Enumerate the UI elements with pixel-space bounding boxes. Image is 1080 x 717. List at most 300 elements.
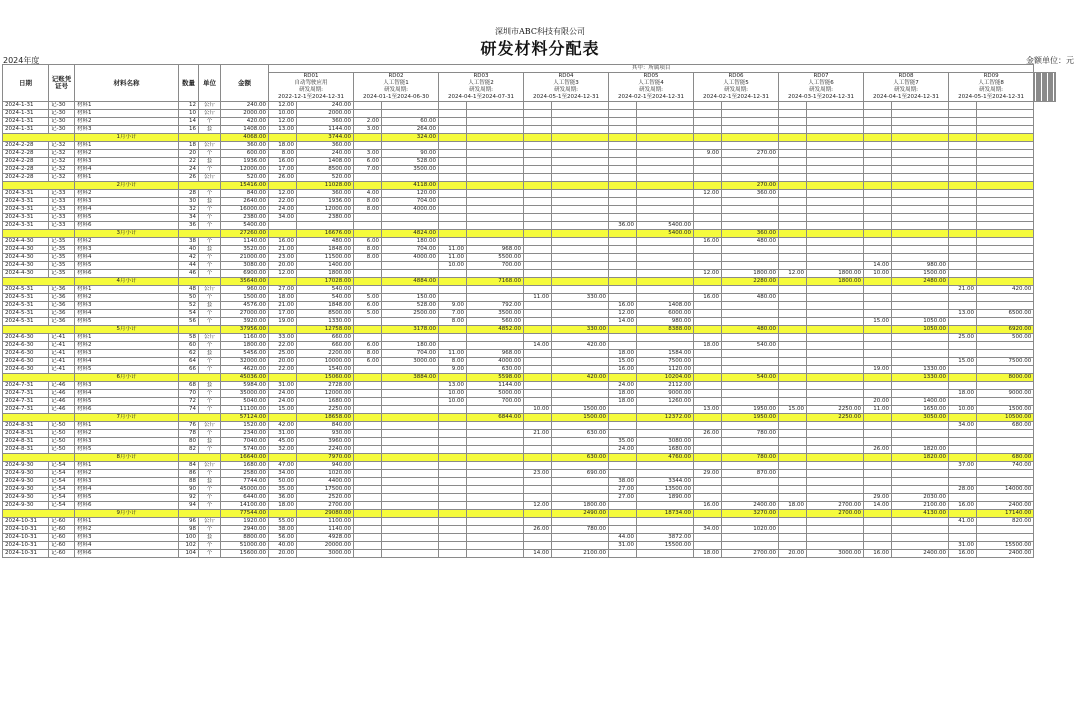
- cell-project-amount: [467, 494, 524, 502]
- cell-project-qty: [609, 246, 637, 254]
- cell-qty: 102: [179, 542, 199, 550]
- cell-amount: 5456.00: [221, 350, 269, 358]
- cell-project-amount: 18658.00: [297, 414, 354, 422]
- project-header-rd03: [439, 73, 524, 102]
- cell-project-qty: [694, 126, 722, 134]
- cell-project-amount: 2240.00: [297, 446, 354, 454]
- cell-project-qty: [779, 342, 807, 350]
- cell-project-qty: [779, 238, 807, 246]
- cell-project-amount: [977, 118, 1034, 126]
- cell-project-qty: [949, 150, 977, 158]
- cell-project-qty: [779, 446, 807, 454]
- cell-project-amount: [807, 206, 864, 214]
- cell-project-qty: [439, 422, 467, 430]
- cell-project-amount: [892, 382, 949, 390]
- header-date: 日期: [3, 65, 49, 102]
- cell-blank: [3, 278, 75, 286]
- cell-material: 材料6: [75, 222, 179, 230]
- cell-blank: [179, 454, 221, 462]
- cell-project-amount: 420.00: [977, 286, 1034, 294]
- table-row: [3, 118, 1056, 126]
- cell-qty: 36: [179, 222, 199, 230]
- cell-amount: 1680.00: [221, 462, 269, 470]
- cell-qty: 72: [179, 398, 199, 406]
- cell-project-amount: [807, 254, 864, 262]
- cell-project-qty: 24.00: [609, 382, 637, 390]
- cell-project-qty: 32.00: [269, 446, 297, 454]
- cell-project-amount: 2728.00: [297, 382, 354, 390]
- cell-project-qty: [779, 438, 807, 446]
- cell-project-amount: 6000.00: [637, 310, 694, 318]
- cell-project-qty: [694, 334, 722, 342]
- cell-amount: 7040.00: [221, 438, 269, 446]
- cell-project-amount: [382, 174, 439, 182]
- cell-project-qty: 16.00: [609, 366, 637, 374]
- cell-date: 2024-1-31: [3, 126, 49, 134]
- cell-amount: 4576.00: [221, 302, 269, 310]
- cell-project-amount: [467, 270, 524, 278]
- cell-project-qty: [694, 118, 722, 126]
- cell-project-qty: 9.00: [439, 302, 467, 310]
- cell-voucher: 记-54: [49, 494, 75, 502]
- cell-project-qty: [354, 422, 382, 430]
- cell-project-qty: [354, 262, 382, 270]
- project-header-rd09: [949, 73, 1034, 102]
- cell-project-qty: [439, 206, 467, 214]
- cell-blank: [179, 326, 221, 334]
- cell-project-amount: [382, 286, 439, 294]
- cell-project-qty: [269, 326, 297, 334]
- header-qty: 数量: [179, 65, 199, 102]
- cell-project-amount: 528.00: [382, 158, 439, 166]
- cell-project-qty: 13.00: [439, 382, 467, 390]
- cell-date: 2024-7-31: [3, 406, 49, 414]
- cell-project-qty: [439, 222, 467, 230]
- cell-project-qty: [779, 310, 807, 318]
- cell-project-amount: [382, 262, 439, 270]
- cell-project-qty: [694, 438, 722, 446]
- cell-voucher: 记-33: [49, 198, 75, 206]
- cell-project-qty: [779, 294, 807, 302]
- cell-project-qty: [949, 134, 977, 142]
- cell-project-amount: [892, 254, 949, 262]
- cell-project-qty: [779, 246, 807, 254]
- cell-blank: [179, 510, 221, 518]
- cell-project-amount: [467, 214, 524, 222]
- cell-project-amount: 11500.00: [297, 254, 354, 262]
- cell-project-amount: [892, 182, 949, 190]
- cell-project-amount: [892, 438, 949, 446]
- project-code: RD06: [728, 73, 744, 79]
- cell-project-qty: 20.00: [269, 262, 297, 270]
- cell-project-qty: [524, 198, 552, 206]
- cell-project-qty: 15.00: [864, 318, 892, 326]
- cell-project-qty: 20.00: [864, 398, 892, 406]
- cell-project-amount: 16676.00: [297, 230, 354, 238]
- cell-project-amount: [467, 510, 524, 518]
- cell-project-amount: 1400.00: [297, 262, 354, 270]
- cell-project-amount: [467, 534, 524, 542]
- cell-project-amount: [467, 430, 524, 438]
- cell-project-qty: [779, 286, 807, 294]
- cell-material: 材料1: [75, 102, 179, 110]
- cell-project-amount: [552, 390, 609, 398]
- cell-qty: 64: [179, 358, 199, 366]
- cell-project-amount: [722, 334, 779, 342]
- cell-project-qty: [524, 110, 552, 118]
- cell-project-amount: 1890.00: [637, 494, 694, 502]
- cell-project-amount: [892, 430, 949, 438]
- cell-date: 2024-9-30: [3, 478, 49, 486]
- cell-project-qty: [609, 166, 637, 174]
- cell-qty: 14: [179, 118, 199, 126]
- subtotal-label: 4月小计: [75, 278, 179, 286]
- project-period: 2022-12-1至2024-12-31: [278, 94, 344, 100]
- cell-project-amount: [552, 222, 609, 230]
- cell-project-amount: [552, 102, 609, 110]
- cell-project-qty: [694, 254, 722, 262]
- cell-amount: 35000.00: [221, 390, 269, 398]
- cell-project-amount: [467, 222, 524, 230]
- cell-project-qty: 14.00: [524, 550, 552, 558]
- table-row: [3, 430, 1056, 438]
- cell-qty: 46: [179, 270, 199, 278]
- table-row: [3, 174, 1056, 182]
- cell-unit: 套: [199, 534, 221, 542]
- cell-project-amount: 870.00: [722, 470, 779, 478]
- table-row: [3, 262, 1056, 270]
- cell-project-qty: [439, 486, 467, 494]
- subheader-amount: [1054, 73, 1055, 102]
- cell-project-amount: 704.00: [382, 198, 439, 206]
- cell-project-qty: [269, 134, 297, 142]
- cell-project-amount: [552, 358, 609, 366]
- cell-material: 材料3: [75, 382, 179, 390]
- cell-project-amount: 1950.00: [722, 414, 779, 422]
- cell-project-amount: [467, 550, 524, 558]
- cell-unit: 个: [199, 206, 221, 214]
- project-code: RD05: [643, 73, 659, 79]
- cell-project-amount: [637, 422, 694, 430]
- cell-project-qty: 3.00: [354, 150, 382, 158]
- cell-project-qty: [779, 486, 807, 494]
- table-row: [3, 238, 1056, 246]
- cell-material: 材料2: [75, 150, 179, 158]
- cell-project-amount: 4000.00: [382, 254, 439, 262]
- cell-project-qty: [949, 526, 977, 534]
- cell-project-qty: 19.00: [269, 318, 297, 326]
- cell-project-amount: 1800.00: [807, 278, 864, 286]
- cell-project-qty: [694, 398, 722, 406]
- cell-project-amount: 6844.00: [467, 414, 524, 422]
- cell-project-qty: 6.00: [354, 342, 382, 350]
- cell-project-amount: [552, 166, 609, 174]
- cell-project-amount: 5500.00: [467, 254, 524, 262]
- cell-project-qty: 11.00: [864, 406, 892, 414]
- cell-amount: 7744.00: [221, 478, 269, 486]
- cell-unit: 套: [199, 350, 221, 358]
- cell-project-qty: [439, 526, 467, 534]
- cell-project-amount: [892, 214, 949, 222]
- cell-project-qty: [779, 166, 807, 174]
- cell-voucher: 记-35: [49, 254, 75, 262]
- cell-project-amount: [382, 270, 439, 278]
- cell-unit: 个: [199, 342, 221, 350]
- cell-amount: 2380.00: [221, 214, 269, 222]
- cell-project-qty: [609, 462, 637, 470]
- cell-project-amount: [382, 214, 439, 222]
- cell-voucher: 记-60: [49, 518, 75, 526]
- cell-project-qty: [524, 534, 552, 542]
- cell-unit: 个: [199, 486, 221, 494]
- cell-project-qty: [439, 182, 467, 190]
- cell-project-qty: 4.00: [354, 190, 382, 198]
- cell-project-amount: 1800.00: [807, 270, 864, 278]
- cell-project-qty: [779, 470, 807, 478]
- cell-unit: 个: [199, 166, 221, 174]
- cell-project-amount: [467, 542, 524, 550]
- cell-project-qty: 18.00: [779, 502, 807, 510]
- cell-project-qty: [779, 462, 807, 470]
- cell-project-qty: [439, 110, 467, 118]
- cell-project-amount: 3000.00: [382, 358, 439, 366]
- cell-project-qty: [439, 406, 467, 414]
- cell-material: 材料2: [75, 118, 179, 126]
- cell-project-amount: [977, 150, 1034, 158]
- cell-project-qty: [949, 438, 977, 446]
- cell-voucher: 记-41: [49, 366, 75, 374]
- cell-project-qty: 24.00: [269, 398, 297, 406]
- cell-project-amount: 330.00: [552, 326, 609, 334]
- cell-project-qty: 16.00: [949, 550, 977, 558]
- cell-project-amount: 630.00: [552, 430, 609, 438]
- project-header-rd01: [269, 73, 354, 102]
- cell-project-qty: 17.00: [269, 310, 297, 318]
- cell-project-amount: 480.00: [722, 294, 779, 302]
- cell-amount: 240.00: [221, 102, 269, 110]
- cell-project-amount: [722, 246, 779, 254]
- cell-project-qty: [609, 334, 637, 342]
- subtotal-amount: 15416.00: [221, 182, 269, 190]
- cell-project-amount: [807, 454, 864, 462]
- cell-material: 材料2: [75, 526, 179, 534]
- cell-project-qty: 20.00: [269, 550, 297, 558]
- subtotal-label: 7月小计: [75, 414, 179, 422]
- cell-project-qty: 47.00: [269, 462, 297, 470]
- cell-project-amount: [552, 174, 609, 182]
- cell-project-amount: 3884.00: [382, 374, 439, 382]
- cell-project-qty: 18.00: [269, 502, 297, 510]
- cell-project-qty: 36.00: [609, 222, 637, 230]
- cell-project-amount: [467, 294, 524, 302]
- cell-project-amount: [467, 134, 524, 142]
- cell-project-amount: [977, 198, 1034, 206]
- cell-project-amount: [637, 142, 694, 150]
- cell-project-qty: 12.00: [269, 102, 297, 110]
- table-row: [3, 222, 1056, 230]
- cell-project-qty: [609, 414, 637, 422]
- subtotal-amount: 27260.00: [221, 230, 269, 238]
- cell-project-qty: [439, 454, 467, 462]
- subtotal-amount: 57124.00: [221, 414, 269, 422]
- project-name: 人工智能6: [808, 80, 834, 86]
- cell-project-qty: [609, 238, 637, 246]
- cell-unit: 个: [199, 318, 221, 326]
- cell-project-amount: [977, 494, 1034, 502]
- cell-project-qty: [439, 286, 467, 294]
- cell-project-qty: 10.00: [439, 262, 467, 270]
- cell-project-qty: [439, 374, 467, 382]
- cell-project-amount: 420.00: [552, 374, 609, 382]
- cell-project-amount: [467, 198, 524, 206]
- cell-project-qty: [949, 534, 977, 542]
- cell-material: 材料1: [75, 518, 179, 526]
- cell-project-qty: [694, 102, 722, 110]
- cell-project-amount: [807, 286, 864, 294]
- cell-project-qty: 18.00: [609, 390, 637, 398]
- cell-project-qty: [524, 150, 552, 158]
- cell-project-amount: 540.00: [297, 294, 354, 302]
- cell-project-amount: [552, 182, 609, 190]
- cell-project-amount: [637, 526, 694, 534]
- cell-project-qty: [524, 422, 552, 430]
- cell-project-amount: [977, 238, 1034, 246]
- cell-project-amount: [892, 102, 949, 110]
- cell-date: 2024-4-30: [3, 254, 49, 262]
- cell-project-amount: [977, 166, 1034, 174]
- subtotal-amount: 45036.00: [221, 374, 269, 382]
- cell-qty: 76: [179, 422, 199, 430]
- table-row: [3, 366, 1056, 374]
- cell-project-qty: [439, 446, 467, 454]
- cell-project-qty: [354, 110, 382, 118]
- cell-project-amount: [467, 478, 524, 486]
- cell-project-qty: [524, 206, 552, 214]
- cell-unit: 套: [199, 478, 221, 486]
- table-row: [3, 334, 1056, 342]
- cell-date: 2024-2-28: [3, 150, 49, 158]
- cell-material: 材料6: [75, 550, 179, 558]
- cell-unit: 个: [199, 214, 221, 222]
- cell-project-qty: [864, 166, 892, 174]
- cell-date: 2024-1-31: [3, 110, 49, 118]
- cell-amount: 5040.00: [221, 398, 269, 406]
- cell-project-amount: [552, 254, 609, 262]
- cell-project-amount: 2520.00: [297, 494, 354, 502]
- cell-date: 2024-9-30: [3, 494, 49, 502]
- cell-unit: 个: [199, 262, 221, 270]
- cell-project-amount: [552, 486, 609, 494]
- cell-amount: 8800.00: [221, 534, 269, 542]
- cell-date: 2024-10-31: [3, 526, 49, 534]
- cell-date: 2024-5-31: [3, 310, 49, 318]
- cell-project-amount: [382, 222, 439, 230]
- cell-amount: 1920.00: [221, 518, 269, 526]
- cell-amount: 1140.00: [221, 238, 269, 246]
- cell-project-amount: [382, 142, 439, 150]
- cell-project-amount: [892, 238, 949, 246]
- cell-voucher: 记-50: [49, 446, 75, 454]
- cell-project-amount: [382, 550, 439, 558]
- cell-project-amount: 14000.00: [977, 486, 1034, 494]
- cell-project-amount: [382, 454, 439, 462]
- cell-blank: [3, 414, 75, 422]
- cell-project-qty: [694, 182, 722, 190]
- cell-project-qty: [439, 430, 467, 438]
- cell-project-amount: [382, 382, 439, 390]
- cell-project-amount: [892, 158, 949, 166]
- cell-qty: 20: [179, 150, 199, 158]
- cell-project-qty: [524, 446, 552, 454]
- cell-blank: [179, 182, 221, 190]
- cell-project-amount: [722, 462, 779, 470]
- cell-project-qty: [779, 414, 807, 422]
- cell-project-qty: [609, 182, 637, 190]
- cell-date: 2024-9-30: [3, 502, 49, 510]
- cell-material: 材料1: [75, 334, 179, 342]
- cell-date: 2024-7-31: [3, 382, 49, 390]
- cell-project-amount: [552, 198, 609, 206]
- cell-project-amount: [807, 518, 864, 526]
- cell-project-qty: [524, 102, 552, 110]
- project-cycle-label: 研发周期:: [639, 87, 663, 93]
- cell-project-amount: 3344.00: [637, 478, 694, 486]
- cell-project-qty: 29.00: [694, 470, 722, 478]
- cell-project-amount: [807, 326, 864, 334]
- cell-project-amount: [637, 150, 694, 158]
- cell-blank: [3, 230, 75, 238]
- cell-project-amount: 1936.00: [297, 198, 354, 206]
- cell-project-qty: [694, 478, 722, 486]
- cell-voucher: 记-36: [49, 286, 75, 294]
- cell-project-amount: 4000.00: [467, 358, 524, 366]
- cell-project-amount: [722, 446, 779, 454]
- project-cycle-label: 研发周期:: [809, 87, 833, 93]
- cell-blank: [3, 454, 75, 462]
- cell-project-amount: [722, 422, 779, 430]
- cell-project-qty: 12.00: [269, 190, 297, 198]
- table-row: [3, 462, 1056, 470]
- cell-project-qty: [694, 110, 722, 118]
- cell-project-qty: [524, 118, 552, 126]
- cell-date: 2024-7-31: [3, 398, 49, 406]
- cell-date: 2024-3-31: [3, 190, 49, 198]
- cell-blank: [179, 374, 221, 382]
- cell-project-amount: [892, 150, 949, 158]
- cell-project-amount: [382, 462, 439, 470]
- cell-project-amount: [977, 142, 1034, 150]
- cell-project-amount: 1680.00: [637, 446, 694, 454]
- cell-project-qty: [949, 446, 977, 454]
- cell-project-amount: [467, 166, 524, 174]
- cell-project-qty: [609, 270, 637, 278]
- cell-project-qty: [354, 374, 382, 382]
- cell-project-qty: [524, 478, 552, 486]
- cell-project-qty: 11.00: [524, 294, 552, 302]
- cell-project-qty: [864, 350, 892, 358]
- cell-unit: 个: [199, 238, 221, 246]
- cell-project-amount: 820.00: [977, 518, 1034, 526]
- cell-qty: 24: [179, 166, 199, 174]
- cell-project-qty: [354, 486, 382, 494]
- subtotal-row: [3, 510, 1056, 518]
- cell-project-qty: 15.00: [779, 406, 807, 414]
- cell-project-qty: [354, 454, 382, 462]
- table-row: [3, 310, 1056, 318]
- cell-project-qty: [524, 302, 552, 310]
- cell-project-qty: [779, 422, 807, 430]
- cell-project-amount: 2030.00: [892, 494, 949, 502]
